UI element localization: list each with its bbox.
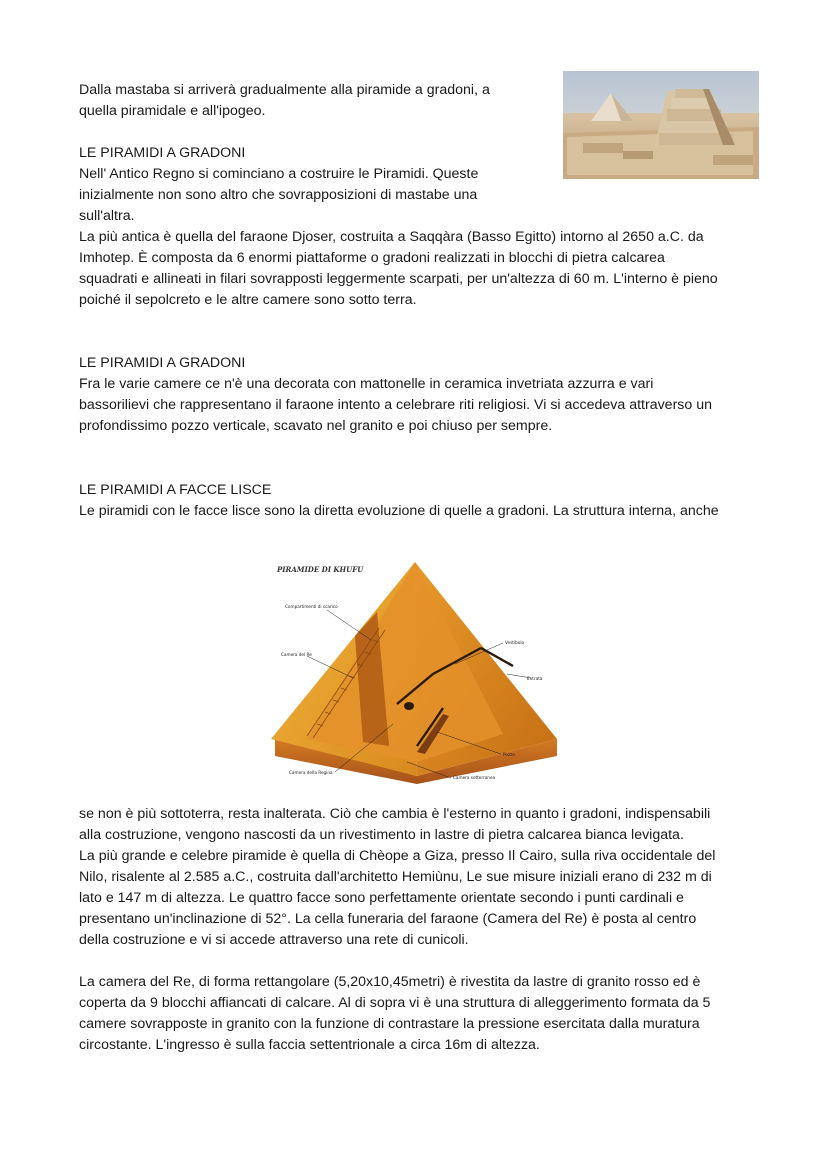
- khufu-pyramid-diagram: [267, 556, 559, 784]
- section1-line-2: inizialmente non sono altro che sovrapposizioni di mastabe una: [79, 187, 478, 203]
- section1-line-7: poiché il sepolcreto e le altre camere sono sotto terra.: [79, 292, 417, 308]
- label-camera-sotterranea: Camera sotterranea: [453, 775, 496, 780]
- label-compartimenti: Compartimenti di scarico: [285, 604, 338, 609]
- step-pyramid-photo: [563, 71, 759, 179]
- section1-line-3: sull'altra.: [79, 208, 135, 224]
- section1-line-5: Imhotep. È composta da 6 enormi piattaforme o gradoni realizzati in blocchi di pietra calcarea: [79, 250, 665, 266]
- label-pozzo: Pozzo: [503, 752, 515, 757]
- section1-line-1: Nell' Antico Regno si cominciano a costruire le Piramidi. Queste: [79, 166, 479, 182]
- label-vestibolo: Vestibolo: [505, 640, 525, 645]
- section4-line-2: alla costruzione, vengono nascosti da un rivestimento in lastre di pietra calcarea bianca levigata.: [79, 827, 684, 843]
- label-camera-regina: Camera della Regina: [289, 770, 333, 775]
- section4-line-4: Nilo, risalente al 2.585 a.C., costruita dall'architetto Hemiùnu, Le sue misure iniziali erano di 232 m di: [79, 869, 712, 885]
- section2-heading: LE PIRAMIDI A GRADONI: [79, 355, 246, 371]
- section4-line-7: della costruzione e vi si accede attraverso una rete di cunicoli.: [79, 932, 469, 948]
- section2-line-2: bassorilievi che rappresentano il faraone intento a celebrare riti religiosi. Vi si accedeva attraverso un: [79, 397, 712, 413]
- section1-line-6: squadrati e allineati in filari sovrapposti leggermente scarpati, per un'altezza di 60 m. L'interno è pieno: [79, 271, 718, 287]
- intro-line-2: quella piramidale e all'ipogeo.: [79, 103, 266, 119]
- diagram-title: PIRAMIDE DI KHUFU: [277, 565, 364, 574]
- section4-line-3: La più grande e celebre piramide è quella di Chèope a Giza, presso Il Cairo, sulla riva occidentale del: [79, 848, 716, 864]
- section2-line-1: Fra le varie camere ce n'è una decorata con mattonelle in ceramica invetriata azzurra e vari: [79, 376, 654, 392]
- section4-line-5: lato e 147 m di altezza. Le quattro facce sono perfettamente orientate secondo i punti cardinali e: [79, 890, 684, 906]
- section5-line-3: camere sovrapposte in granito con la funzione di contrastare la pressione esercitata dalla muratura: [79, 1016, 700, 1032]
- section3-heading: LE PIRAMIDI A FACCE LISCE: [79, 482, 272, 498]
- intro-line-1: Dalla mastaba si arriverà gradualmente alla piramide a gradoni, a: [79, 82, 490, 98]
- section4-line-6: presentano un'inclinazione di 52°. La cella funeraria del faraone (Camera del Re) è posta al centro: [79, 911, 697, 927]
- section1-line-4: La più antica è quella del faraone Djoser, costruita a Saqqàra (Basso Egitto) intorno al 2650 a.C. da: [79, 229, 704, 245]
- section5-line-2: coperta da 9 blocchi affiancati di calcare. Al di sopra vi è una struttura di alleggerimento formata da 5: [79, 995, 711, 1011]
- label-camera-re: Camera del Re: [281, 652, 312, 657]
- section5-line-4: circostante. L'ingresso è sulla faccia settentrionale a circa 16m di altezza.: [79, 1037, 540, 1053]
- section2-line-3: profondissimo pozzo verticale, scavato nel granito e poi chiuso per sempre.: [79, 418, 553, 434]
- section3-line-1: Le piramidi con le facce lisce sono la diretta evoluzione di quelle a gradoni. La struttura interna, anche: [79, 503, 719, 519]
- section1-heading: LE PIRAMIDI A GRADONI: [79, 145, 246, 161]
- section5-line-1: La camera del Re, di forma rettangolare (5,20x10,45metri) è rivestita da lastre di granito rosso ed è: [79, 974, 701, 990]
- label-entrata: Entrata: [527, 676, 543, 681]
- section4-line-1: se non è più sottoterra, resta inalterata. Ciò che cambia è l'esterno in quanto i gradoni, indispensabili: [79, 806, 711, 822]
